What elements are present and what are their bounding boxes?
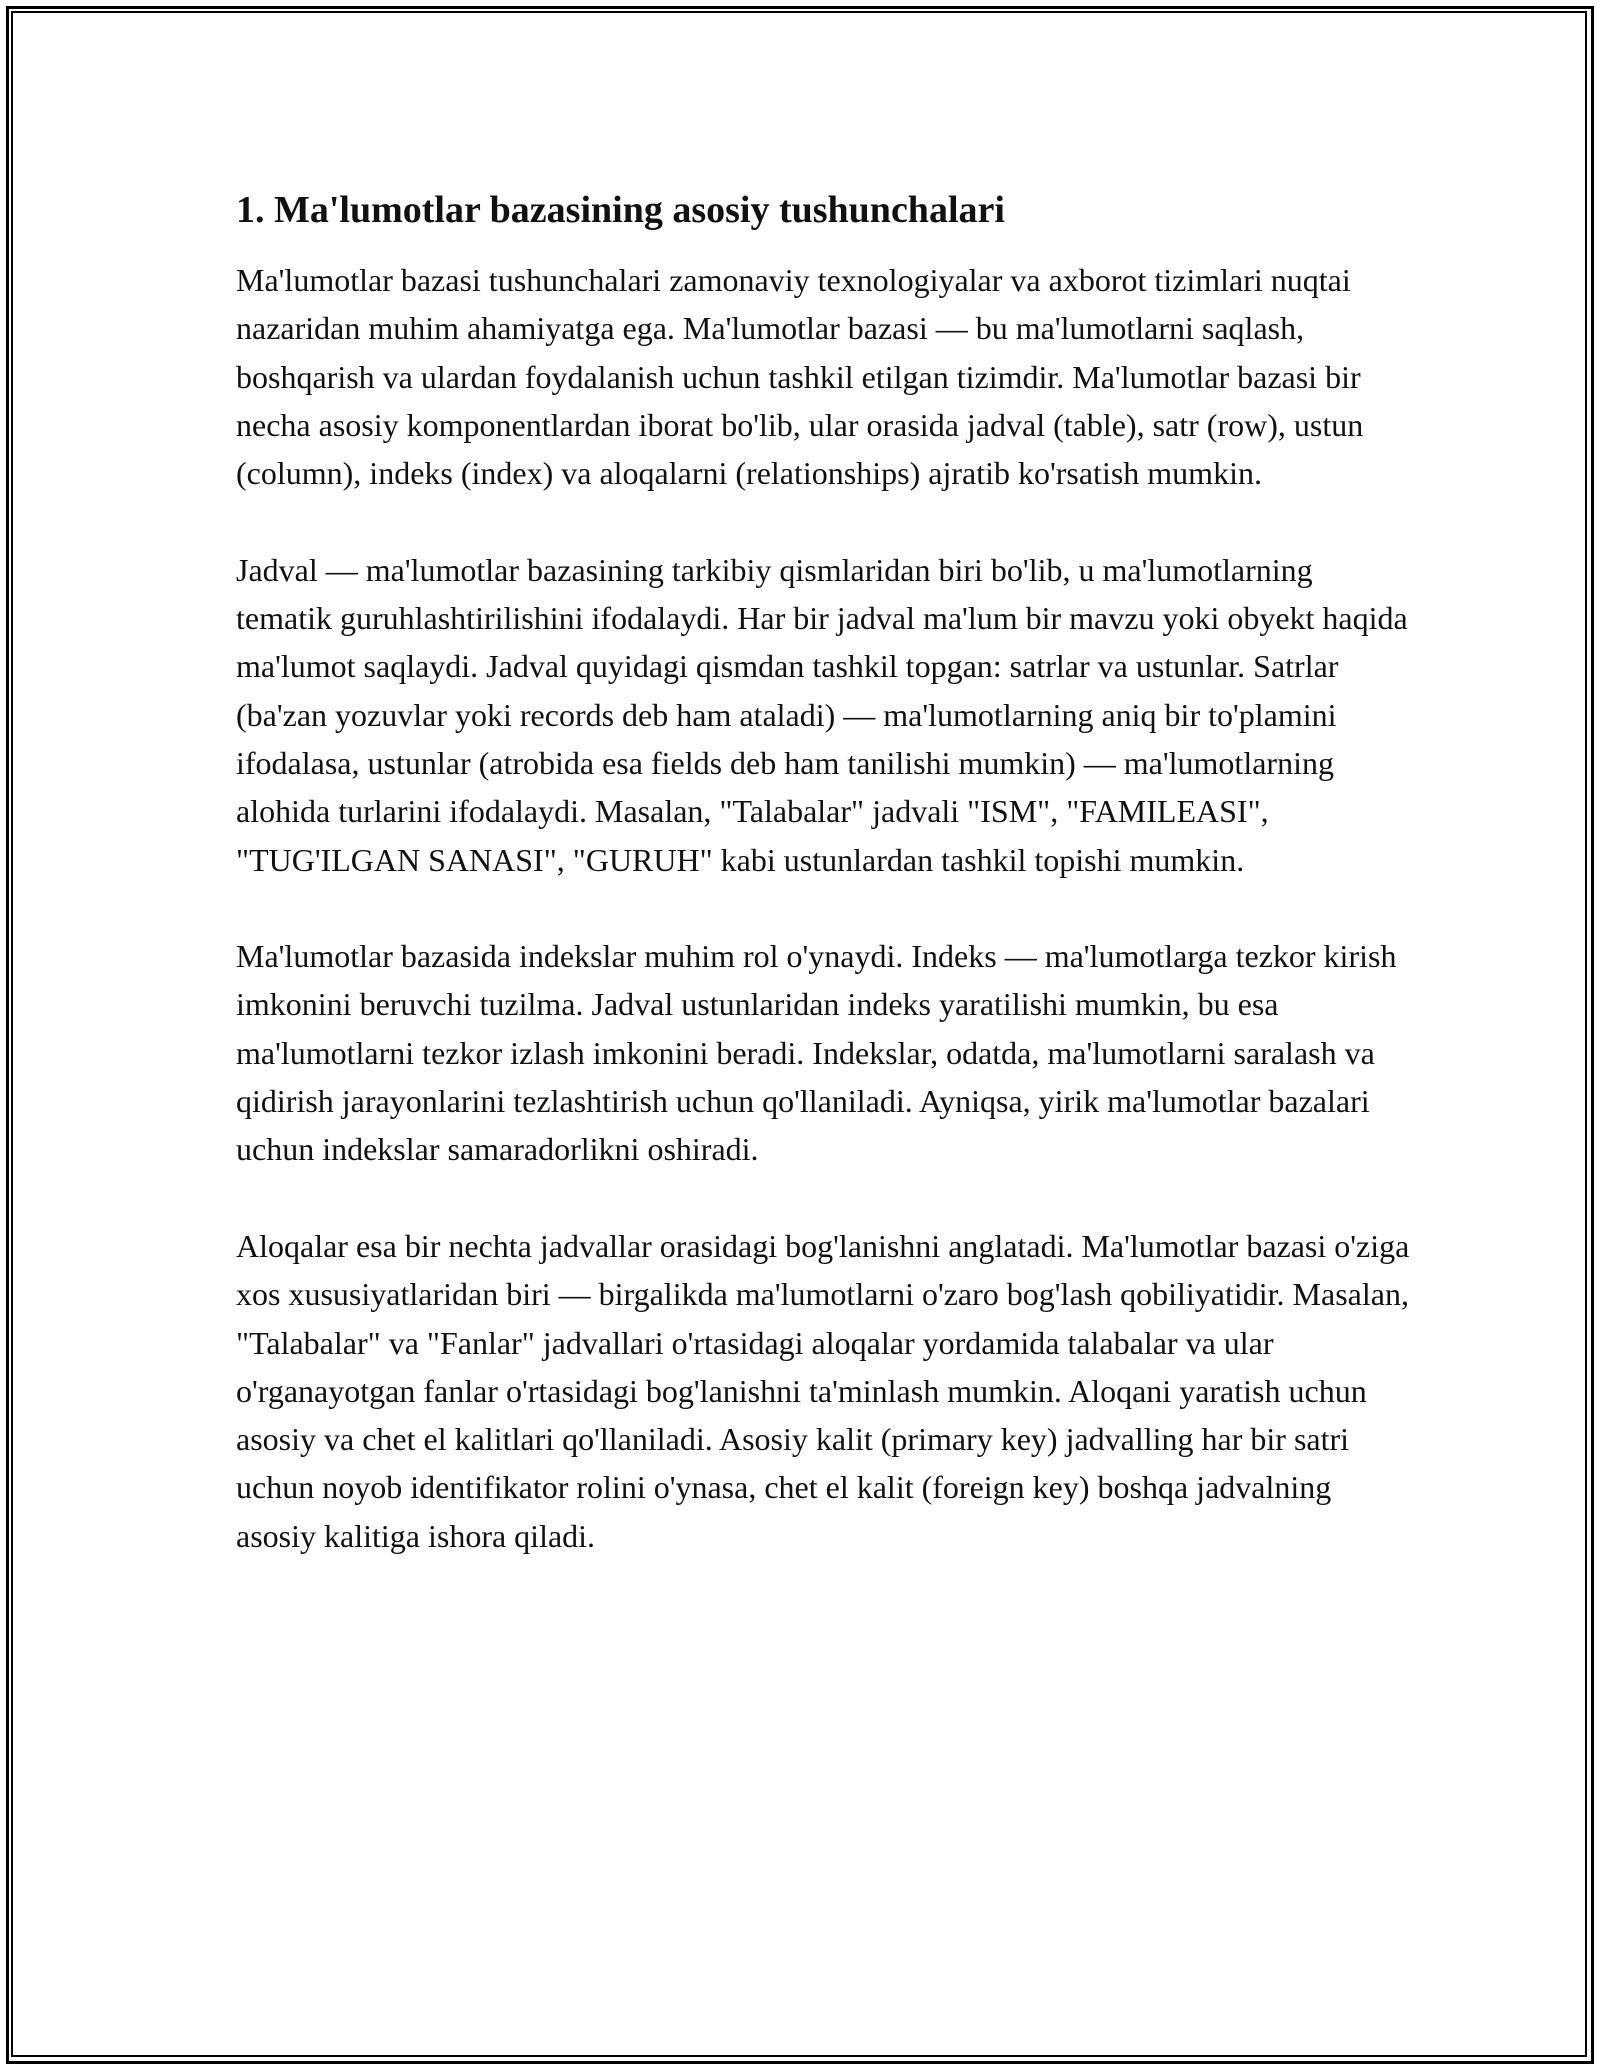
paragraph-tables: Jadval — ma'lumotlar bazasining tarkibiy qismlaridan biri bo'lib, u ma'lumotlarning tematik guruhlashtirilishini ifodalaydi. Har bir jadval ma'lum bir mavzu yoki obyekt haqida ma'lumot saqlaydi. Jadval quyidagi qismdan tashkil topgan: satrlar va ustunlar. Satrlar (ba'zan yozuvlar yoki records deb ham ataladi) — ma'lumotlarning aniq bir to'plamini ifodalasa, ustunlar (atrobida esa fields deb ham tanilishi mumkin) — ma'lumotlarning alohida turlarini ifodalaydi. Masalan, "Talabalar" jadvali "ISM", "FAMILEASI", "TUG'ILGAN SANASI", "GURUH" kabi ustunlardan tashkil topishi mumkin. — [236, 551, 1408, 878]
paragraph-relationships: Aloqalar esa bir nechta jadvallar orasidagi bog'lanishni anglatadi. Ma'lumotlar bazasi o'ziga xos xususiyatlaridan biri — birgalikda ma'lumotlarni o'zaro bog'lash qobiliyatidir. Masalan, "Talabalar" va "Fanlar" jadvallari o'rtasidagi aloqalar yordamida talabalar va ular o'rganayotgan fanlar o'rtasidagi bog'lanishni ta'minlash mumkin. Aloqani yaratish uchun asosiy va chet el kalitlari qo'llaniladi. Asosiy kalit (primary key) jadvalling har bir satri uchun noyob identifikator rolini o'ynasa, chet el kalit (foreign key) boshqa jadvalning asosiy kalitiga ishora qiladi. — [236, 1227, 1410, 1554]
paragraph-indexes: Ma'lumotlar bazasida indekslar muhim rol o'ynaydi. Indeks — ma'lumotlarga tezkor kirish imkonini beruvchi tuzilma. Jadval ustunlaridan indeks yaratilishi mumkin, bu esa ma'lumotlarni tezkor izlash imkonini beradi. Indekslar, odatda, ma'lumotlarni saralash va qidirish jarayonlarini tezlashtirish uchun qo'llaniladi. Ayniqsa, yirik ma'lumotlar bazalari uchun indekslar samaradorlikni oshiradi. — [236, 938, 1397, 1168]
document-body — [236, 186, 1416, 1608]
paragraph-database-concepts: Ma'lumotlar bazasi tushunchalari zamonaviy texnologiyalar va axborot tizimlari nuqtai nazaridan muhim ahamiyatga ega. Ma'lumotlar bazasi — bu ma'lumotlarni saqlash, boshqarish va ulardan foydalanish uchun tashkil etilgan tizimdir. Ma'lumotlar bazasi bir necha asosiy komponentlardan iborat bo'lib, ular orasida jadval (table), satr (row), ustun (column), indeks (index) va aloqalarni (relationships) ajratib ko'rsatish mumkin. — [236, 262, 1364, 492]
section-heading: 1. Ma'lumotlar bazasining asosiy tushunchalari — [236, 189, 1005, 231]
